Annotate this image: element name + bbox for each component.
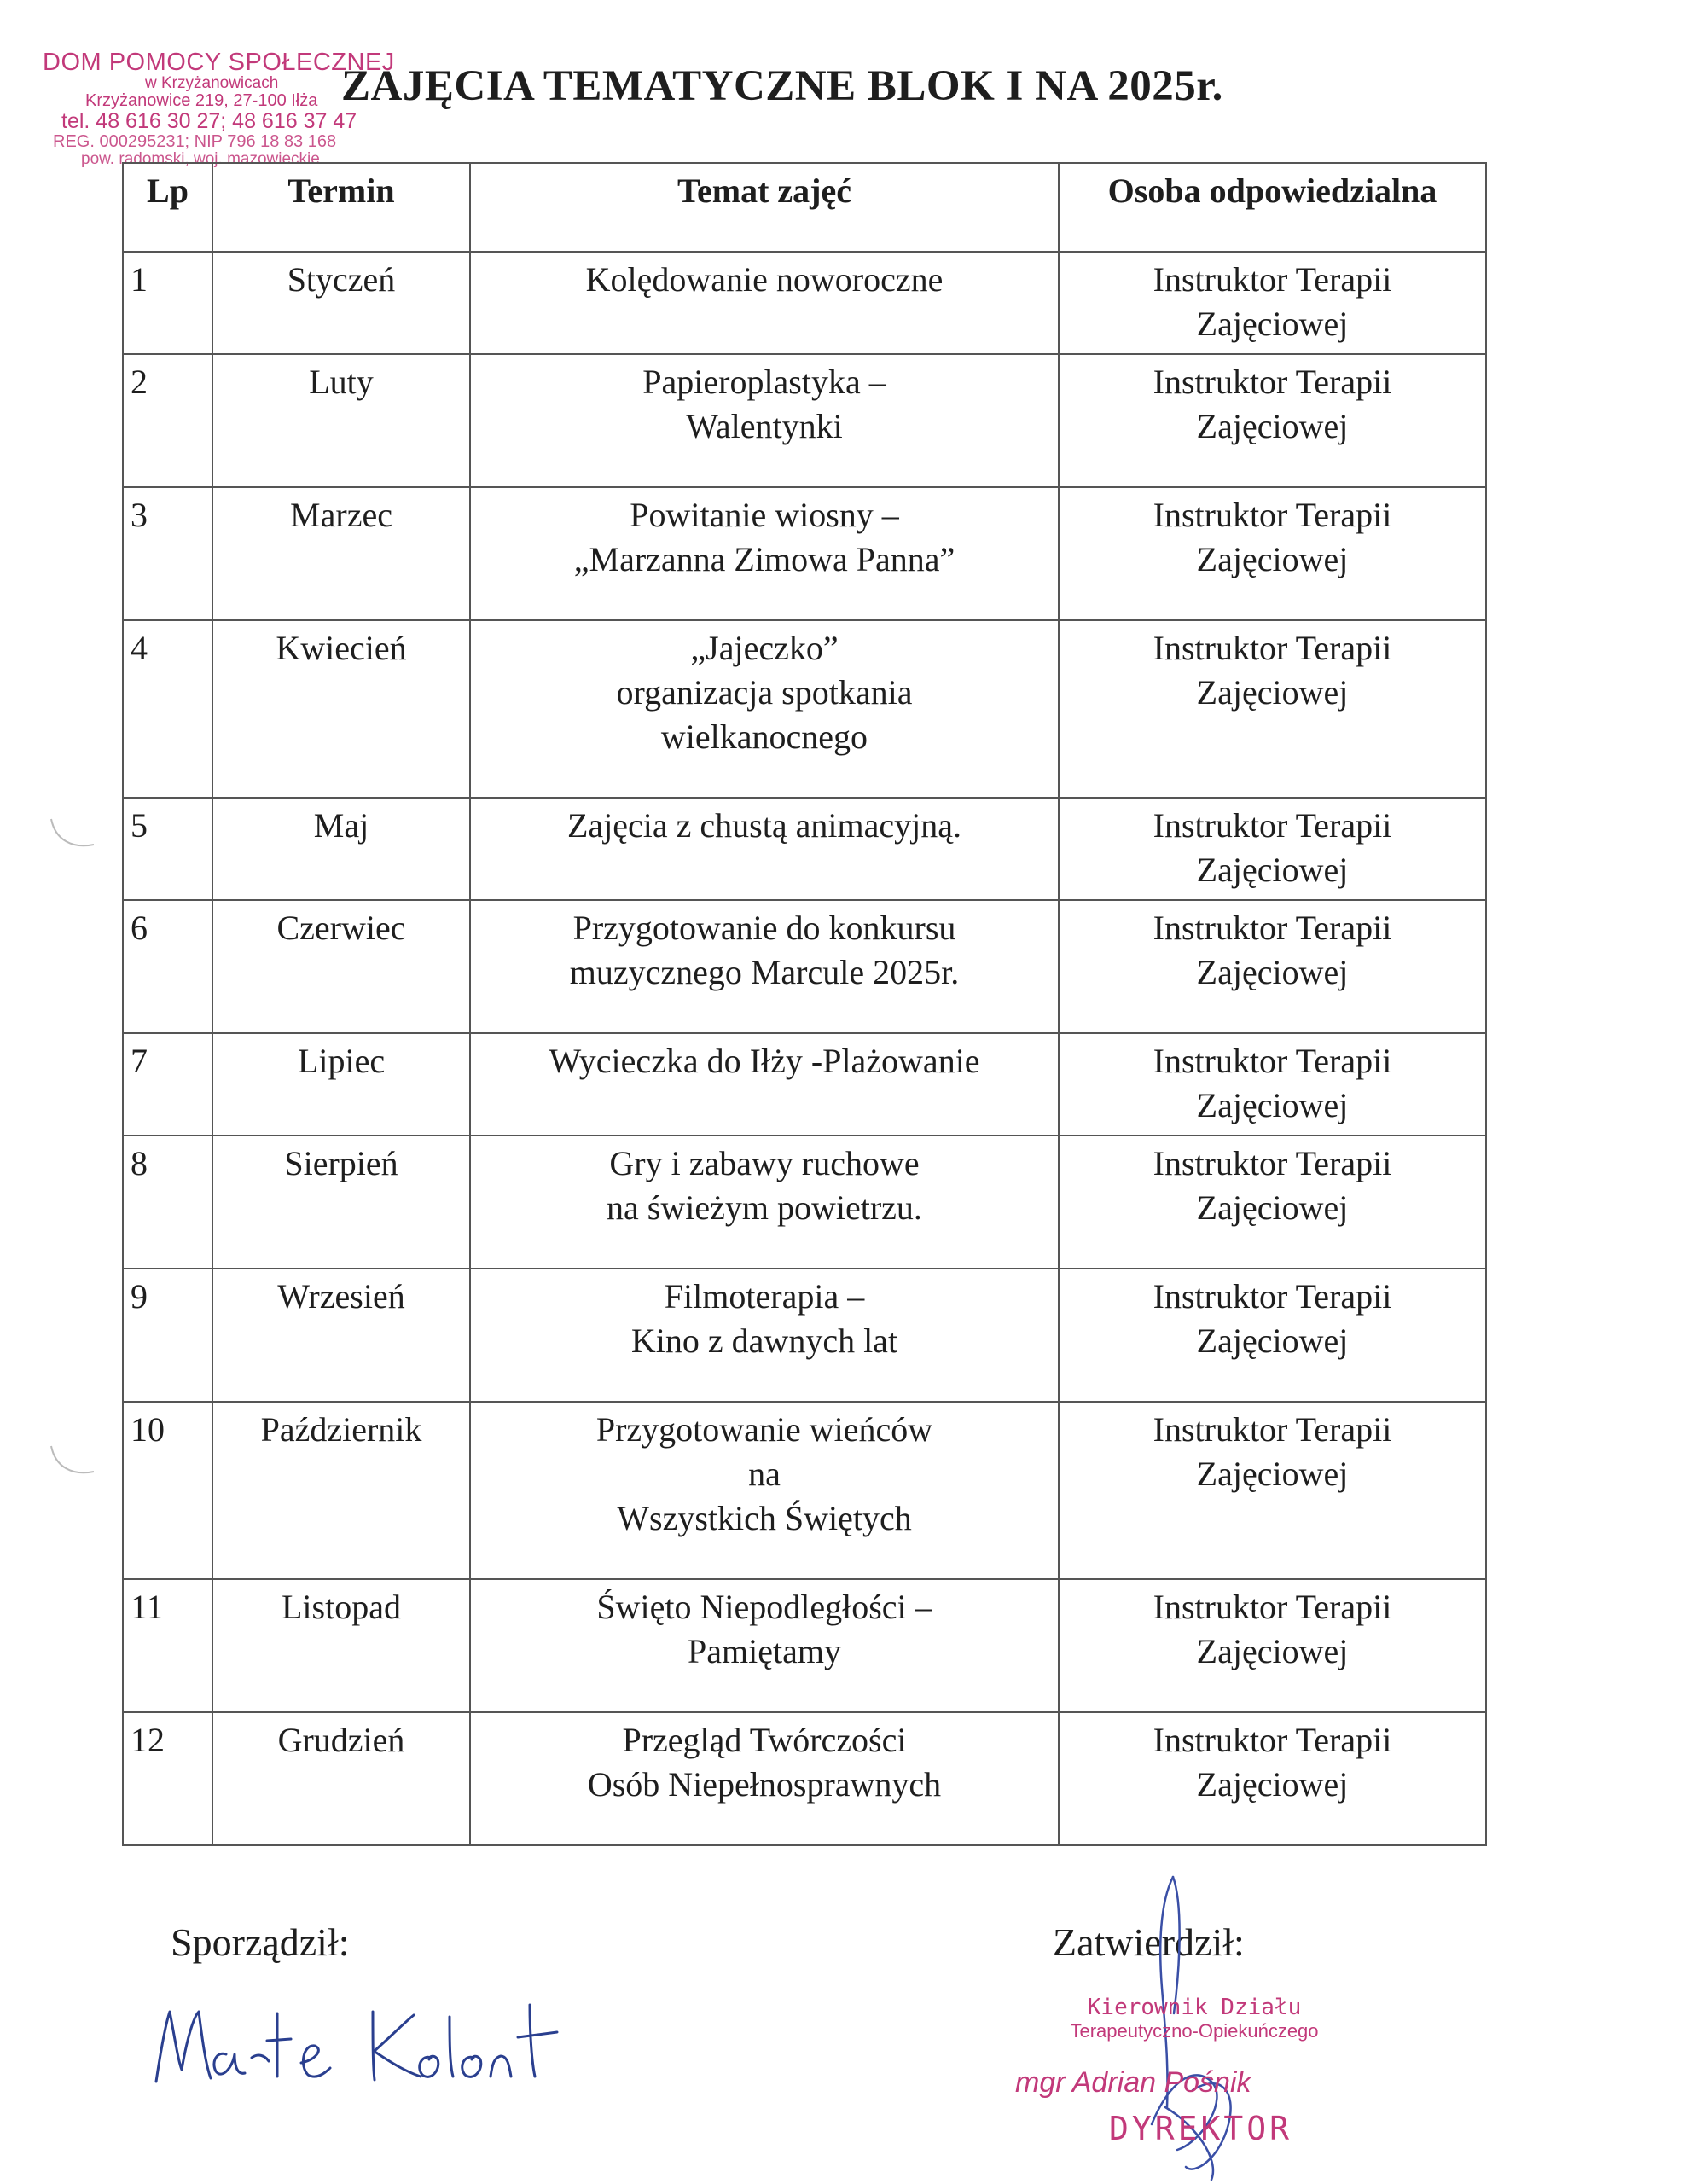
row-person: Instruktor Terapii Zajęciowej — [1059, 252, 1486, 354]
row-person: Instruktor Terapii Zajęciowej — [1059, 1712, 1486, 1845]
row-term: Luty — [212, 354, 470, 487]
table-row — [123, 620, 1486, 798]
stamp-org-name: DOM POMOCY SPOŁECZNEJ — [43, 49, 395, 76]
row-number: 2 — [123, 354, 212, 487]
row-person: Instruktor Terapii Zajęciowej — [1059, 620, 1486, 798]
table-row — [123, 487, 1486, 620]
header-topic: Temat zajęć — [470, 163, 1059, 252]
row-number: 11 — [123, 1579, 212, 1712]
row-topic: Powitanie wiosny – „Marzanna Zimowa Panna” — [470, 487, 1059, 620]
row-number: 6 — [123, 900, 212, 1033]
row-topic: „Jajeczko” organizacja spotkania wielkanocnego — [470, 620, 1059, 798]
table-row — [123, 900, 1486, 1033]
table-header-row — [123, 163, 1486, 252]
row-topic: Gry i zabawy ruchowe na świeżym powietrzu. — [470, 1136, 1059, 1269]
row-topic: Przygotowanie do konkursu muzycznego Marcule 2025r. — [470, 900, 1059, 1033]
table-row — [123, 1033, 1486, 1136]
row-topic: Filmoterapia – Kino z dawnych lat — [470, 1269, 1059, 1402]
approval-stamp-name: mgr Adrian Pośnik — [1015, 2066, 1251, 2099]
approval-stamp-line1: Kierownik Działu — [1087, 1995, 1302, 2020]
row-term: Maj — [212, 798, 470, 900]
row-topic: Kolędowanie noworoczne — [470, 252, 1059, 354]
row-term: Październik — [212, 1402, 470, 1579]
row-topic: Święto Niepodległości – Pamiętamy — [470, 1579, 1059, 1712]
row-topic: Papieroplastyka – Walentynki — [470, 354, 1059, 487]
stamp-reg: REG. 000295231; NIP 796 18 83 168 — [53, 131, 337, 151]
row-person: Instruktor Terapii Zajęciowej — [1059, 900, 1486, 1033]
table-row — [123, 1402, 1486, 1579]
row-number: 4 — [123, 620, 212, 798]
binder-hole-mark-1 — [47, 815, 98, 857]
header-person: Osoba odpowiedzialna — [1059, 163, 1486, 252]
row-term: Listopad — [212, 1579, 470, 1712]
row-number: 1 — [123, 252, 212, 354]
approval-stamp-role: DYREKTOR — [1109, 2110, 1293, 2147]
prepared-by-label: Sporządził: — [171, 1920, 350, 1964]
stamp-district: pow. radomski, woj. mazowieckie — [81, 149, 320, 168]
row-topic: Przegląd Twórczości Osób Niepełnosprawnych — [470, 1712, 1059, 1845]
row-person: Instruktor Terapii Zajęciowej — [1059, 487, 1486, 620]
header-term: Termin — [212, 163, 470, 252]
row-topic: Przygotowanie wieńców na Wszystkich Świętych — [470, 1402, 1059, 1579]
row-term: Wrzesień — [212, 1269, 470, 1402]
approval-stamp — [1015, 1995, 1373, 2147]
row-number: 9 — [123, 1269, 212, 1402]
row-person: Instruktor Terapii Zajęciowej — [1059, 1269, 1486, 1402]
table-row — [123, 1269, 1486, 1402]
row-person: Instruktor Terapii Zajęciowej — [1059, 1136, 1486, 1269]
row-person: Instruktor Terapii Zajęciowej — [1059, 798, 1486, 900]
row-term: Styczeń — [212, 252, 470, 354]
row-term: Sierpień — [212, 1136, 470, 1269]
row-number: 7 — [123, 1033, 212, 1136]
row-term: Czerwiec — [212, 900, 470, 1033]
row-number: 5 — [123, 798, 212, 900]
row-number: 3 — [123, 487, 212, 620]
row-person: Instruktor Terapii Zajęciowej — [1059, 354, 1486, 487]
row-person: Instruktor Terapii Zajęciowej — [1059, 1402, 1486, 1579]
row-number: 12 — [123, 1712, 212, 1845]
header-lp: Lp — [123, 163, 212, 252]
row-person: Instruktor Terapii Zajęciowej — [1059, 1033, 1486, 1136]
signature-prepared — [149, 1988, 610, 2099]
table-row — [123, 1712, 1486, 1845]
table-row — [123, 1579, 1486, 1712]
approval-stamp-line2: Terapeutyczno-Opiekuńczego — [1070, 2020, 1319, 2042]
row-topic: Zajęcia z chustą animacyjną. — [470, 798, 1059, 900]
table-row — [123, 798, 1486, 900]
row-person: Instruktor Terapii Zajęciowej — [1059, 1579, 1486, 1712]
schedule-table — [122, 162, 1487, 1846]
stamp-address: Krzyżanowice 219, 27-100 Iłża — [85, 91, 318, 111]
stamp-phone: tel. 48 616 30 27; 48 616 37 47 — [61, 109, 357, 134]
row-number: 8 — [123, 1136, 212, 1269]
row-term: Lipiec — [212, 1033, 470, 1136]
row-term: Kwiecień — [212, 620, 470, 798]
row-number: 10 — [123, 1402, 212, 1579]
row-term: Grudzień — [212, 1712, 470, 1845]
table-row — [123, 354, 1486, 487]
row-term: Marzec — [212, 487, 470, 620]
document-title: ZAJĘCIA TEMATYCZNE BLOK I NA 2025r. — [341, 62, 1223, 110]
binder-hole-mark-2 — [47, 1442, 98, 1484]
row-topic: Wycieczka do Iłży -Plażowanie — [470, 1033, 1059, 1136]
approved-by-label: Zatwierdził: — [1053, 1920, 1245, 1964]
stamp-location: w Krzyżanowicach — [145, 74, 279, 93]
table-row — [123, 1136, 1486, 1269]
table-row — [123, 252, 1486, 354]
